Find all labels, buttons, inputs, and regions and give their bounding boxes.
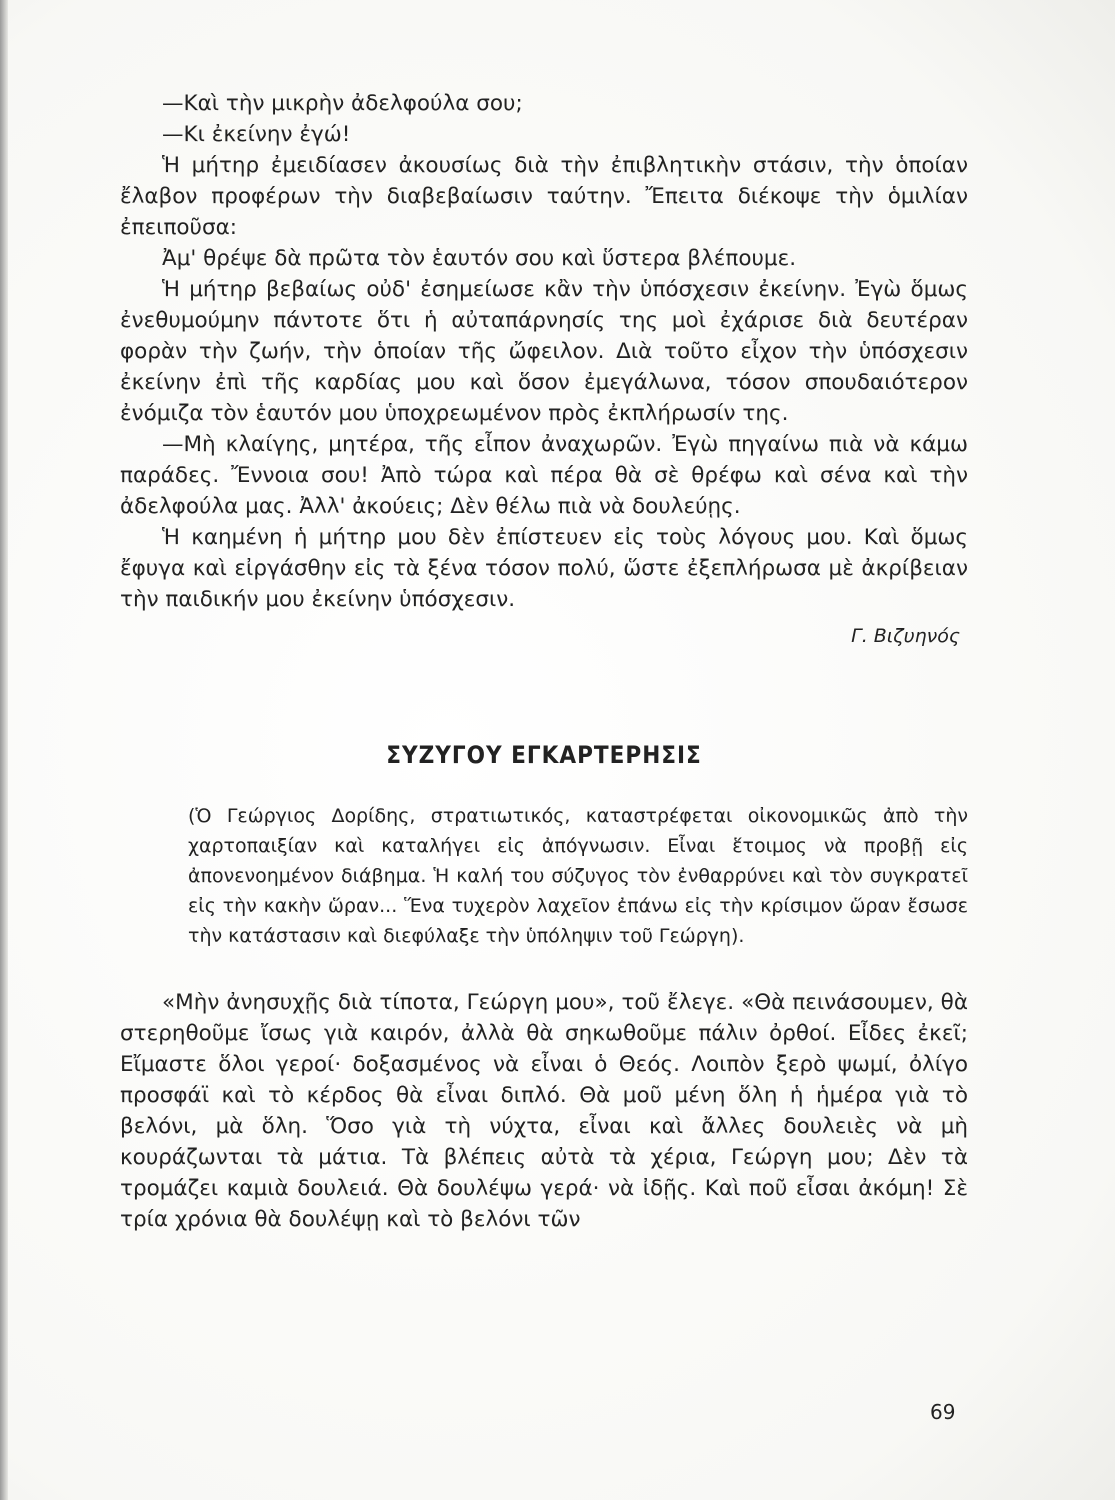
section-title: ΣΥΖΥΓΟΥ ΕΓΚΑΡΤΕΡΗΣΙΣ [386,741,702,769]
paragraph: —Καὶ τὴν μικρὴν ἀδελφούλα σου; [162,91,523,116]
section-intro [188,801,968,951]
paragraph: Ἡ μήτηρ βεβαίως οὐδ' ἐσημείωσε κἂν τὴν ὑπόσχεσιν ἐκείνην. Ἐγὼ ὅμως ἐνεθυμούμην πάντοτε ὅτι ἡ αὐταπάρνησίς της μοὶ ἐχάρισε διὰ δευτέραν φορὰν τὴν ζωήν, τὴν ὁποίαν τῆς ὤφειλον. Διὰ τοῦτο εἶχον τὴν ὑπόσχεσιν ἐκείνην ἐπὶ τῆς καρδίας μου καὶ ὅσον ἐμεγάλωνα, τόσον σπουδαιότερον ἐνόμιζα τὸν ἑαυτόν μου ὑποχρεωμένον πρὸς ἐκπλήρωσίν της. [120,277,968,426]
section-body [120,987,968,1235]
paragraph: Ἡ μήτηρ ἐμειδίασεν ἀκουσίως διὰ τὴν ἐπιβλητικὴν στάσιν, τὴν ὁποίαν ἔλαβον προφέρων τὴν διαβεβαίωσιν ταύτην. Ἔπειτα διέκοψε τὴν ὁμιλίαν ἐπειποῦσα: [120,153,968,240]
paragraph: Ἀμ' θρέψε δὰ πρῶτα τὸν ἑαυτόν σου καὶ ὕστερα βλέπουμε. [162,246,797,271]
paragraph: Ἡ καημένη ἡ μήτηρ μου δὲν ἐπίστευεν εἰς τοὺς λόγους μου. Καὶ ὅμως ἔφυγα καὶ εἰργάσθην εἰς τὰ ξένα τόσον πολύ, ὥστε ἐξεπλήρωσα μὲ ἀκρίβειαν τὴν παιδικήν μου ἐκείνην ὑπόσχεσιν. [120,525,968,612]
paragraph: —Μὴ κλαίγης, μητέρα, τῆς εἶπον ἀναχωρῶν. Ἐγὼ πηγαίνω πιὰ νὰ κάμω παράδες. Ἔννοια σου! Ἀπὸ τώρα καὶ πέρα θὰ σὲ θρέφω καὶ σένα καὶ τὴν ἀδελφούλα μας. Ἀλλ' ἀκούεις; Δὲν θέλω πιὰ νὰ δουλεύῃς. [120,432,968,519]
page-number: 69 [930,1400,956,1424]
book-spine-shadow [0,0,8,1500]
paragraph: —Κι ἐκείνην ἐγώ! [162,122,351,147]
page-text [120,88,968,1235]
paragraph: «Μὴν ἀνησυχῇς διὰ τίποτα, Γεώργη μου», τοῦ ἔλεγε. «Θὰ πεινάσουμεν, θὰ στερηθοῦμε ἴσως γιὰ καιρόν, ἀλλὰ θὰ σηκωθοῦμε πάλιν ὀρθοί. Εἶδες ἐκεῖ; Εἴμαστε ὅλοι γεροί· δοξασμένος νὰ εἶναι ὁ Θεός. Λοιπὸν ξερὸ ψωμί, ὀλίγο προσφάϊ καὶ τὸ κέρδος θὰ εἶναι διπλό. Θὰ μοῦ μένη ὅλη ἡ ἡμέρα γιὰ τὸ βελόνι, μὰ ὅλη. Ὅσο γιὰ τὴ νύχτα, εἶναι καὶ ἄλλες δουλειὲς νὰ μὴ κουράζωνται τὰ μάτια. Τὰ βλέπεις αὐτὰ τὰ χέρια, Γεώργη μου; Δὲν τὰ τρομάζει καμιὰ δουλειά. Θὰ δουλέψω γερά· νὰ ἰδῇς. Καὶ ποῦ εἶσαι ἀκόμη! Σὲ τρία χρόνια θὰ δουλέψῃ καὶ τὸ βελόνι τῶν [120,990,968,1232]
intro-paragraph: (Ὁ Γεώργιος Δορίδης, στρατιωτικός, καταστρέφεται οἰκονομικῶς ἀπὸ τὴν χαρτοπαιξίαν καὶ καταλήγει εἰς ἀπόγνωσιν. Εἶναι ἕτοιμος νὰ προβῇ εἰς ἀπονενοημένον διάβημα. Ἡ καλή του σύζυγος τὸν ἐνθαρρύνει καὶ τὸν συγκρατεῖ εἰς τὴν κακὴν ὥραν... Ἕνα τυχερὸν λαχεῖον ἐπάνω εἰς τὴν κρίσιμον ὥραν ἔσωσε τὴν κατάστασιν καὶ διεφύλαξε τὴν ὑπόληψιν τοῦ Γεώργη). [188,805,968,947]
author-attribution: Γ. Βιζυηνός [851,625,960,647]
